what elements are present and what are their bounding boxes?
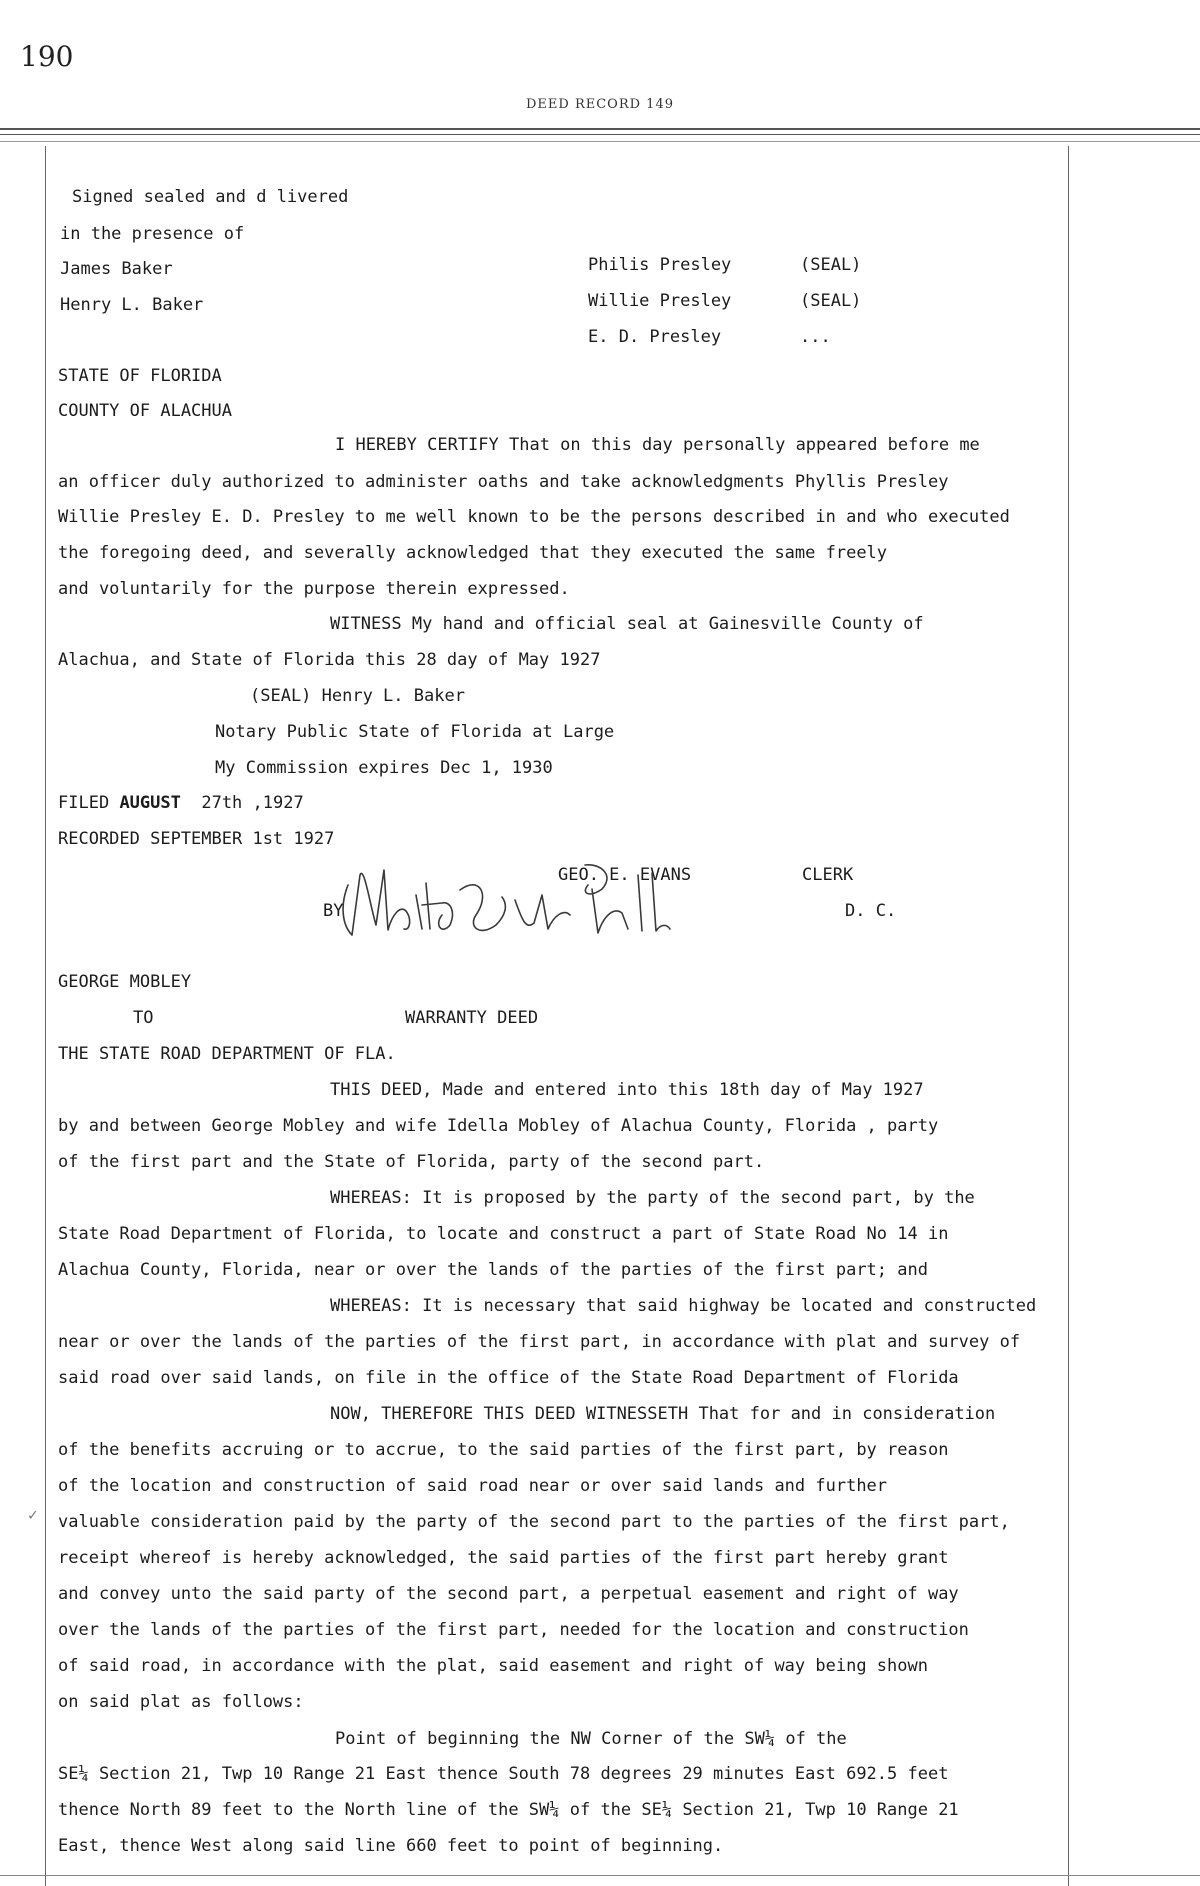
ack-line-9: Notary Public State of Florida at Large bbox=[215, 722, 615, 742]
deed-line-12: of the location and construction of said road near or over said lands and further bbox=[58, 1476, 888, 1496]
deed-type: WARRANTY DEED bbox=[405, 1008, 539, 1028]
signer-2-seal: (SEAL) bbox=[800, 291, 862, 311]
recorded-line: RECORDED SEPTEMBER 1st 1927 bbox=[58, 829, 335, 849]
deed-grantor: GEORGE MOBLEY bbox=[58, 972, 192, 992]
deed-line-5: State Road Department of Florida, to locate and construct a part of State Road No 14 in bbox=[58, 1224, 949, 1244]
deed-line-6: Alachua County, Florida, near or over the lands of the parties of the first part; and bbox=[58, 1260, 928, 1280]
ack-line-1: I HEREBY CERTIFY That on this day personally appeared before me bbox=[335, 435, 980, 455]
ack-line-8: (SEAL) Henry L. Baker bbox=[250, 686, 465, 706]
header-rule-third bbox=[0, 141, 1200, 142]
signer-1-name: Philis Presley bbox=[588, 255, 732, 275]
ack-line-5: and voluntarily for the purpose therein expressed. bbox=[58, 579, 570, 599]
filed-prefix: FILED bbox=[58, 793, 110, 813]
ack-county: COUNTY OF ALACHUA bbox=[58, 401, 232, 421]
margin-check-mark: ✓ bbox=[28, 1505, 38, 1524]
header-rule-top bbox=[0, 128, 1200, 130]
deed-line-4: WHEREAS: It is proposed by the party of the second part, by the bbox=[330, 1188, 975, 1208]
deed-line-9: said road over said lands, on file in the office of the State Road Department of Florida bbox=[58, 1368, 959, 1388]
page-header: DEED RECORD 149 bbox=[526, 97, 674, 112]
by-label: BY bbox=[323, 901, 344, 921]
deed-line-7: WHEREAS: It is necessary that said highway be located and constructed bbox=[330, 1296, 1037, 1316]
signer-3-name: E. D. Presley bbox=[588, 327, 722, 347]
deed-line-1: THIS DEED, Made and entered into this 18th day of May 1927 bbox=[330, 1080, 924, 1100]
deed-line-13: valuable consideration paid by the party of the second part to the parties of the first part, bbox=[58, 1512, 1010, 1532]
witness-1: James Baker bbox=[60, 259, 173, 279]
deed-line-21: thence North 89 feet to the North line of the SW¼ of the SE¼ Section 21, Twp 10 Range 21 bbox=[58, 1800, 959, 1820]
deed-line-18: on said plat as follows: bbox=[58, 1692, 304, 1712]
deed-line-3: of the first part and the State of Florida, party of the second part. bbox=[58, 1152, 765, 1172]
page-number: 190 bbox=[20, 40, 74, 73]
signed-line-1: Signed sealed and d livered bbox=[72, 187, 349, 207]
deed-line-11: of the benefits accruing or to accrue, to the said parties of the first part, by reason bbox=[58, 1440, 949, 1460]
ack-line-6: WITNESS My hand and official seal at Gainesville County of bbox=[330, 614, 924, 634]
deed-grantee: THE STATE ROAD DEPARTMENT OF FLA. bbox=[58, 1044, 396, 1064]
ack-line-3: Willie Presley E. D. Presley to me well known to be the persons described in and who executed bbox=[58, 507, 1010, 527]
bottom-rule bbox=[0, 1875, 1200, 1876]
deed-line-17: of said road, in accordance with the plat, said easement and right of way being shown bbox=[58, 1656, 928, 1676]
filed-rest: 27th ,1927 bbox=[201, 793, 304, 813]
ack-line-10: My Commission expires Dec 1, 1930 bbox=[215, 758, 553, 778]
deed-line-2: by and between George Mobley and wife Idella Mobley of Alachua County, Florida , party bbox=[58, 1116, 939, 1136]
deed-line-22: East, thence West along said line 660 feet to point of beginning. bbox=[58, 1836, 724, 1856]
deed-line-15: and convey unto the said party of the second part, a perpetual easement and right of way bbox=[58, 1584, 959, 1604]
signer-3-seal: ... bbox=[800, 327, 831, 347]
deed-line-10: NOW, THEREFORE THIS DEED WITNESSETH That for and in consideration bbox=[330, 1404, 996, 1424]
deputy-clerk: D. C. bbox=[845, 901, 897, 921]
ack-line-4: the foregoing deed, and severally acknowledged that they executed the same freely bbox=[58, 543, 888, 563]
ack-line-2: an officer duly authorized to administer oaths and take acknowledgments Phyllis Presley bbox=[58, 472, 949, 492]
deed-line-14: receipt whereof is hereby acknowledged, the said parties of the first part hereby grant bbox=[58, 1548, 949, 1568]
header-rule-bottom bbox=[0, 134, 1200, 135]
clerk-name: GEO. E. EVANS bbox=[558, 865, 692, 885]
filed-line bbox=[58, 793, 304, 813]
witness-2: Henry L. Baker bbox=[60, 295, 204, 315]
signed-line-2: in the presence of bbox=[60, 224, 245, 244]
deed-line-19: Point of beginning the NW Corner of the SW¼ of the bbox=[335, 1729, 847, 1749]
deed-line-8: near or over the lands of the parties of the first part, in accordance with plat and survey of bbox=[58, 1332, 1021, 1352]
signer-2-name: Willie Presley bbox=[588, 291, 732, 311]
right-margin-rule bbox=[1068, 146, 1069, 1886]
deed-to: TO bbox=[133, 1008, 154, 1028]
filed-month: AUGUST bbox=[119, 793, 181, 813]
deed-line-20: SE¼ Section 21, Twp 10 Range 21 East thence South 78 degrees 29 minutes East 692.5 feet bbox=[58, 1764, 949, 1784]
clerk-title: CLERK bbox=[802, 865, 854, 885]
ack-state: STATE OF FLORIDA bbox=[58, 366, 222, 386]
deed-line-16: over the lands of the parties of the first part, needed for the location and construction bbox=[58, 1620, 969, 1640]
handwritten-signature bbox=[330, 845, 750, 945]
signer-1-seal: (SEAL) bbox=[800, 255, 862, 275]
ack-line-7: Alachua, and State of Florida this 28 day of May 1927 bbox=[58, 650, 601, 670]
left-margin-rule bbox=[45, 146, 46, 1886]
